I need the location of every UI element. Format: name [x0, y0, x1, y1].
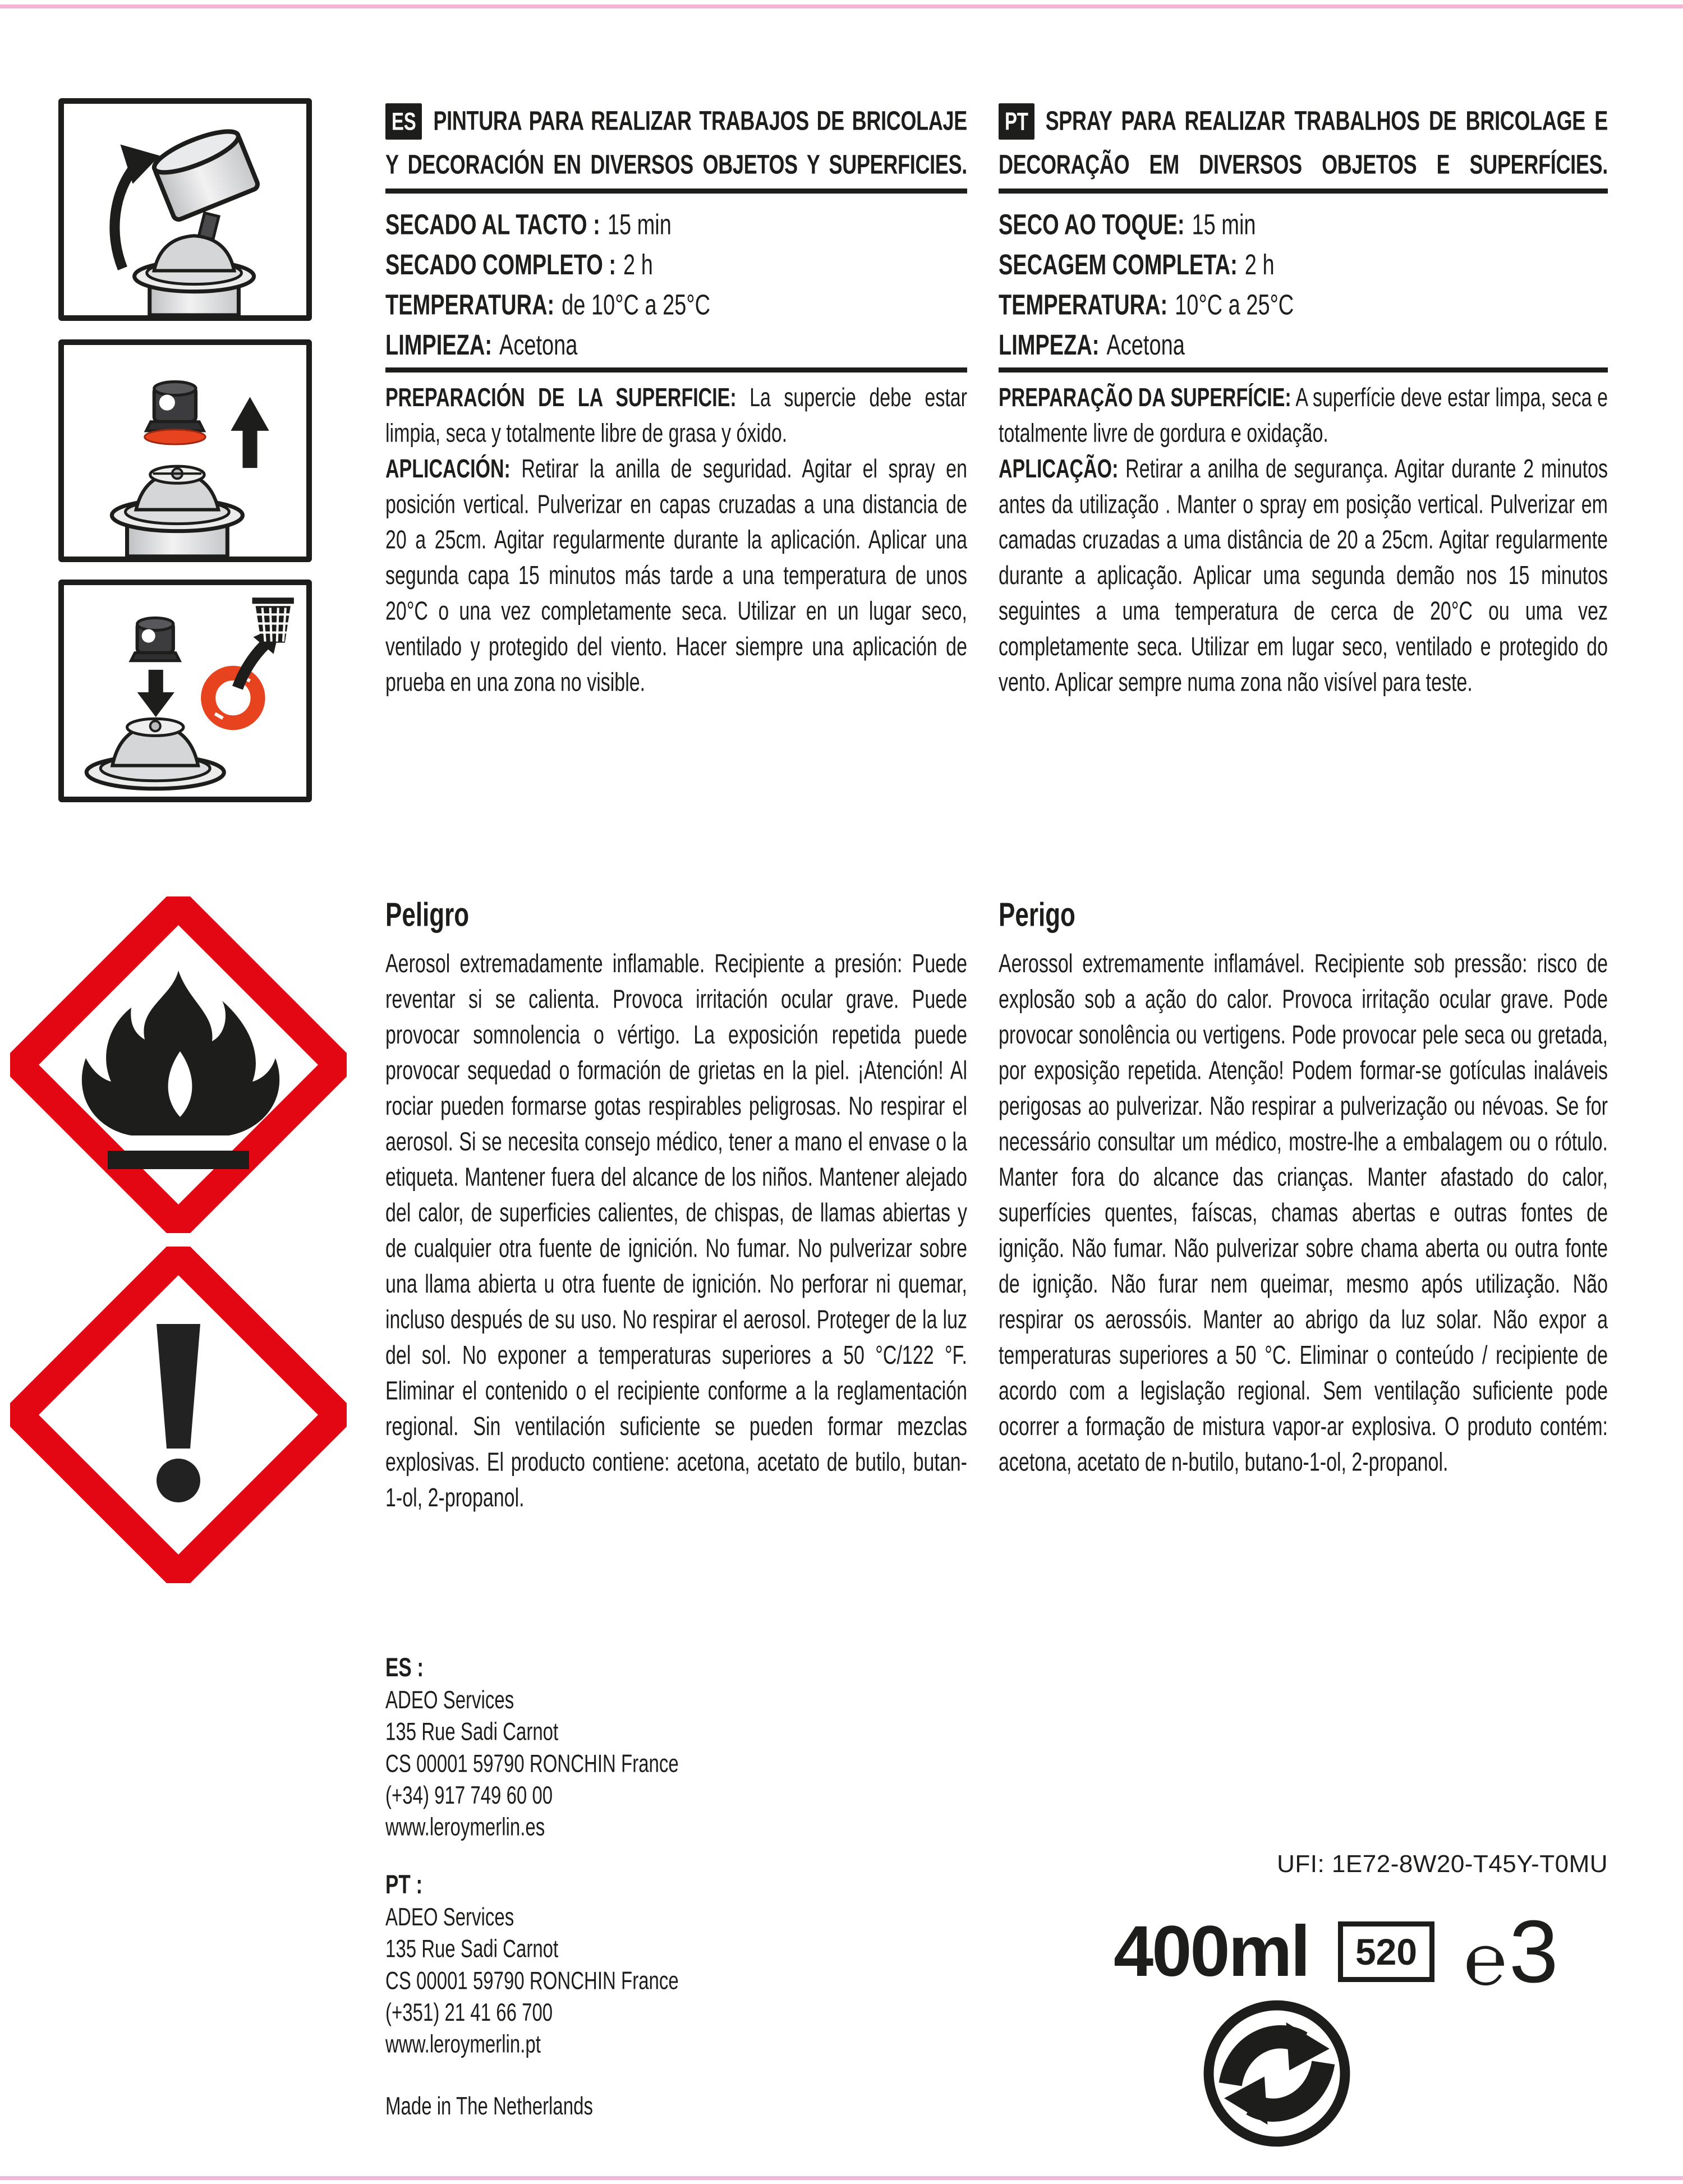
remove-cap-icon: [64, 104, 306, 315]
made-in: Made in The Netherlands: [385, 2091, 593, 2120]
address-line: 135 Rue Sadi Carnot: [385, 1717, 559, 1746]
spec-value: 15 min: [1192, 209, 1256, 241]
spec-value: Acetona: [499, 329, 578, 362]
spec-label: SECADO AL TACTO :: [385, 209, 600, 241]
top-edge-strip: [0, 4, 1683, 8]
pt-hazard-text: Aerossol extremamente inflamável. Recipiente sob pressão: risco de explosão sob a ação do calor. Provoca irritação ocular grave. Pode provocar sonolência ou vertigens. Pode provocar pele seca ou gretada, por exposição repetida. Atenção! Podem formar-se gotículas inaláveis perigosas ao pulverizar. Não respirar a pulverização ou névoas. Se for necessário consultar um médico, mostre-lhe a embalagem ou o rótulo. Manter fora do alcance das crianças. Manter afastado do calor, superfícies quentes, faíscas, chamas abertas e outras fontes de ignição. Não fumar. Não pulverizar sobre chama aberta ou outra fonte de ignição. Não furar nem queimar, mesmo após utilização. Não respirar os aerossóis. Manter ao abrigo da luz solar. Não expor a temperaturas superiores a 50 °C. Eliminar o conteúdo / recipiente de acordo com a legislação regional. Sem ventilação suficiente pode ocorrer a formação de mistura vapor-ar explosiva. O produto contém: acetona, acetato de n-butilo, butano-1-ol, 2-propanol.: [999, 949, 1608, 1477]
es-specs: [385, 205, 967, 366]
pt-header: [999, 99, 1608, 187]
step-discard-ring: [58, 580, 312, 802]
spec-row: [999, 246, 1608, 286]
ghs-flame-pictogram-icon: [10, 896, 347, 1233]
pt-header-text: SPRAY PARA REALIZAR TRABALHOS DE BRICOLAGE E DECORAÇÃO EM DIVERSOS OBJETOS E SUPERFÍCIES.: [999, 104, 1608, 180]
es-instructions: [385, 380, 967, 701]
estimated-sign-number: 3: [1509, 1902, 1558, 2001]
es-hazard-block: [385, 896, 967, 1516]
spec-row: [385, 246, 967, 286]
fill-badge-520: 520: [1338, 1921, 1434, 1982]
es-surface-prep: PREPARACIÓN DE LA SUPERFICIE: La supercie debe estar limpia, seca y totalmente libre de grasa y óxido.: [385, 383, 967, 448]
es-divider-2: [385, 367, 967, 373]
pt-address-block: [385, 1869, 967, 2060]
pt-instructions: [999, 380, 1608, 701]
address-line: ADEO Services: [385, 1902, 514, 1931]
spec-label: LIMPEZA:: [999, 329, 1100, 362]
es-website: www.leroymerlin.es: [385, 1813, 545, 1841]
discard-ring-icon: [64, 585, 306, 797]
step-remove-cap: [58, 98, 312, 321]
address-line: CS 00001 59790 RONCHIN France: [385, 1966, 679, 1994]
spec-value: 15 min: [607, 209, 672, 241]
pt-divider-2: [999, 367, 1608, 373]
estimated-sign-icon: ℮: [1464, 1920, 1507, 2000]
spec-value: 10°C a 25°C: [1175, 289, 1294, 321]
spec-value: 2 h: [1244, 249, 1275, 281]
pt-address-label: PT :: [385, 1870, 423, 1900]
address-line: CS 00001 59790 RONCHIN France: [385, 1749, 679, 1777]
estimated-sign-group: [1464, 1902, 1558, 2001]
pt-language-badge: PT: [999, 103, 1034, 140]
spec-value: Acetona: [1106, 329, 1185, 362]
nozzle: [131, 618, 180, 660]
es-header: [385, 99, 967, 187]
volume: 400ml: [1114, 1911, 1309, 1992]
spec-label: TEMPERATURA:: [999, 289, 1168, 321]
size-row: [1114, 1902, 1558, 2001]
pt-hazard-block: [999, 896, 1608, 1480]
es-header-text: PINTURA PARA REALIZAR TRABAJOS DE BRICOLAJE Y DECORACIÓN EN DIVERSOS OBJETOS Y SUPERFICIES.: [385, 104, 967, 180]
spec-row: [999, 326, 1608, 366]
address-line: (+351) 21 41 66 700: [385, 1998, 553, 2026]
es-hazard-title: Peligro: [385, 896, 470, 934]
es-hazard-text: Aerosol extremadamente inflamable. Recipiente a presión: Puede reventar si se calienta. Provoca irritación ocular grave. Puede provocar somnolencia o vértigo. La exposición repetida puede provocar sequedad o formación de grietas en la piel. ¡Atención! Al rociar pueden formarse gotas respirables peligrosas. No respirar el aerosol. Si se necesita consejo médico, tener a mano el envase o la etiqueta. Mantener fuera del alcance de los niños. Mantener alejado del calor, de superficies calientes, de chispas, de llamas abiertas y de cualquier otra fuente de ignición. No fumar. No pulverizar sobre una llama abierta u otra fuente de ignición. No perforar ni quemar, incluso después de su uso. No respirar el aerosol. Proteger de la luz del sol. No exponer a temperaturas superiores a 50 °C/122 °F. Eliminar el contenido o el recipiente conforme a la reglamentación regional. Sin ventilación suficiente se pueden formar mezclas explosivas. El producto contiene: acetona, acetato de butilo, butan-1-ol, 2-propanol.: [385, 949, 967, 1512]
es-address-label: ES :: [385, 1653, 424, 1682]
ufi-code: UFI: 1E72-8W20-T45Y-T0MU: [1277, 1850, 1608, 1878]
pt-specs: [999, 205, 1608, 366]
spec-label: SECAGEM COMPLETA:: [999, 249, 1238, 281]
step-pull-nozzle: [58, 339, 312, 562]
address-line: 135 Rue Sadi Carnot: [385, 1934, 559, 1963]
es-language-badge: ES: [385, 103, 422, 140]
green-dot-recycling-icon: [1199, 1996, 1354, 2151]
spec-label: TEMPERATURA:: [385, 289, 555, 321]
address-line: ADEO Services: [385, 1685, 514, 1714]
spec-row: [999, 286, 1608, 326]
pt-hazard-title: Perigo: [999, 896, 1075, 934]
pull-nozzle-icon: [64, 345, 306, 557]
nozzle: [145, 381, 206, 444]
pt-website: www.leroymerlin.pt: [385, 2030, 541, 2058]
address-line: (+34) 917 749 60 00: [385, 1781, 553, 1809]
spec-label: LIMPIEZA:: [385, 329, 492, 362]
pt-surface-prep: PREPARAÇÃO DA SUPERFÍCIE: A superfície deve estar limpa, seca e totalmente livre de gordura e oxidação.: [999, 383, 1608, 448]
ghs-exclamation-pictogram-icon: [10, 1247, 347, 1583]
spec-row: [385, 286, 967, 326]
es-application: APLICACIÓN: Retirar la anilla de seguridad. Agitar el spray en posición vertical. Pulverizar en capas cruzadas a una distancia de 20 a 25cm. Agitar regularmente durante la aplicación. Aplicar una segunda capa 15 minutos más tarde a una temperatura de unos 20°C o una vez completamente seca. Utilizar en un lugar seco, ventilado y protegido del viento. Hacer siempre una aplicación de prueba en una zona no visible.: [385, 454, 967, 697]
spec-label: SECO AO TOQUE:: [999, 209, 1185, 241]
bottom-edge-strip: [0, 2176, 1683, 2180]
es-address-block: [385, 1652, 967, 1843]
pt-application: APLICAÇÃO: Retirar a anilha de segurança. Agitar durante 2 minutos antes da utilização . Manter o spray em posição vertical. Pulverizar em camadas cruzadas a uma distância de 20 a 25cm. Agitar regularmente durante a aplicação. Aplicar uma segunda demão nos 15 minutos seguintes a uma temperatura de cerca de 20°C ou uma vez completamente seca. Utilizar em lugar seco, ventilado e protegido do vento. Aplicar sempre numa zona não visível para teste.: [999, 454, 1608, 697]
spec-value: 2 h: [623, 249, 653, 281]
spec-row: [385, 326, 967, 366]
spec-row: [385, 205, 967, 246]
spec-label: SECADO COMPLETO :: [385, 249, 616, 281]
es-divider-1: [385, 188, 967, 194]
pt-divider-1: [999, 188, 1608, 194]
spec-value: de 10°C a 25°C: [562, 289, 711, 321]
spec-row: [999, 205, 1608, 246]
